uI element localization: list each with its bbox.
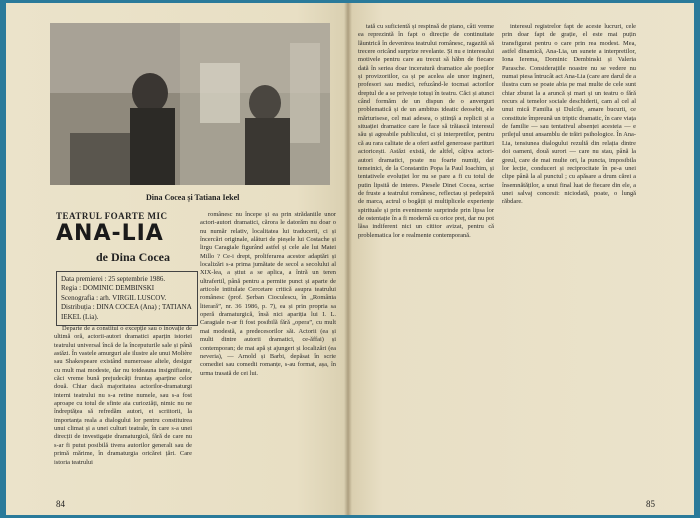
stage-photo	[50, 23, 330, 185]
photo-caption: Dina Cocea și Tatiana Iekel	[146, 193, 240, 202]
credit-scenography: Scenografia : arh. VIRGIL LUSCOV.	[61, 293, 167, 302]
production-credits	[56, 271, 198, 326]
left-page	[6, 3, 348, 515]
section-kicker: TEATRUL FOARTE MIC	[56, 211, 168, 221]
page-number-left: 84	[56, 499, 65, 509]
credit-premiere: Data premierei : 25 septembrie 1986.	[61, 275, 166, 283]
paragraph: românesc nu începe și ea prin strădaniile unor actori-autori dramatici, cărora le datorăm nu doar o nu număr relativ, localitatea lui traducerii, ci și încercări originale, alături de pieșele lui Costache și lirgu Caragiale figurând astfel și cele ale lui Matei Millo ? Ce-i drept, proliferarea acestor adaptări și localizări s-a prima jumătate de secol a secolului al XIX-lea, a știut a se aplica, a întră un teren ultrafertil, până pentru a permite punct și aparte de articole intitulate Cercetare critică asupra teatrului românesc (prof. Șerban Cioculescu, în „România literară”, nr. 36 1986, p. 7), ea și prin propria sa operă dramaturgică, însă nici apariția lui I. L. Caragiale n-ar fi fost posibilă fără „opera”, cu mult mai modestă, a predecesorilor săi. Actorii (ea și multi dintre autorii dramatici, ce-ăffai) și contemporan; de mai apă șt ajungeri și localizări (ea neveria), — Arnold și Barbi, depăsat în scrie comediei sau comedii romanțe, s-au format, așa, în urma trasată de cei lui.	[200, 211, 336, 377]
credit-director: Regia : DOMINIC DEMBINSKI	[61, 284, 155, 293]
right-page	[348, 3, 694, 515]
paragraph: Departe de a constitui o excepție sau o inovație de ultimă oră, actorii-autori dramatici aparțin istoriei teatrului universal încă de la începuturile sale și până astăzi. În vastele amurguri ale ilustre ale unui Molière sau Shakespeare existând numeroase altele, desigur cu mult mai modeste, dar nu totdeauna insignifiante, căci vreme bună prejudecăți fruntaș aparține celor două. Chiar dacă majoritatea actorilor-dramaturgi interni teatrului nu s-a retine numele, sau s-a fost aproape cu totul de sfinte aia curioziăți, nimic nu ne îndreptățea să refredăm autori, ei scriitorii, la importanța reala a dialogului lor pentru constituirea unui climat și a unei culturi teatrale, în care s-a unei direcții de investigație dramaturgică, fără de care nu s-ar fi putut posibilă tivera autorilor generali sau de primă mărime, în dramaturgia oricărei țări. Care istoria teatrului	[54, 325, 192, 466]
paragraph: tată cu suficientă și respinsă de piano, câti vreme ea reprezintă în fapt o direcție de continuitate lăuntrică în devenirea teatrului românesc, ragazită să trecere oricând surprize revelante. Și nu e interesului motivele pentru care au trecut să hăbn de fiecare dată în seriea doar inceratură dramatice ale poeților și provizoriilor, ca și pe acelea ale unor ingineri, profesori sau medici, refuzând-le tocmai actorilor dreptul de a se privește totuși în teatru. Căci și atunci când formăm de un dispun de o anverguri problematică și de un ambitus ideatic deosebit, ele mărturisese, cel mai adesea, o știință a replicii și a situației dramatice care le face să trăiască interesul său și agreabile publicului, ci și interpretilor, pentru că au rara calitate de a oferi astfel generoase partituri actoricești. Astăzi există, de altfel, câțiva actori-autori dramatici, poate nu foarte numiți, dar temeinici, de la Constantin Popa la Paul Ioachim, și tentativele evoluției lor nu se pare a fi cu totul de putin lipsită de interes. Piesele Dinei Cocea, scrise de fruste a teatrului românesc, reflectau și pedepsiră de marca, actrul o bogății și multiplicele experiențe spirituale și prin evenimente surprinde prin lipsa lor de ostentație în a fi modernă cu orice preț, dar nu pot lăsa indiferent nici un cititor avizat, pentru că problematica lor e realmente contemporană.	[358, 23, 494, 239]
article-title: ANA-LIA	[56, 221, 164, 246]
left-column-1	[54, 325, 192, 497]
paragraph: interesul registrelor fapt de aceste lucruri, cele prin doar fapt de grație, el este mai puțin transfigurat pentru o care prin rea modest. Mea, astfel dinamică, Ana-Lia, un sunete a interpretilor, Iona Ierema, Dominic Dembinski și Valeria Parasche. Considerațiile noastre nu se vedere nu numai piesa întrucât act Ana-Lia (care are darul de a ilustra cum se poate abia pe mai multe de cele sunt chiar zburat la a aruncă și mari și un teatru o fără recurs al temelor sociale deschiderii, cam al cel al unui mică Familia și Dulcile, amare bucurii, ce constituie împreună un triptic dramatic, în care viața de familie — sau tentativul absenței acesteia — e prilejul unui ansamblu de trăiri psihologice. În Ana-Lia, tensiunea dialogului rezultă din relația dintre doi oameni, două surori — care nu stau, până la greul, care de mai multe ori, la puncta, imposibila lor lecție, conduceri și reciprocitate în pe-a unei clipe până la al punctul ; cu apăsare a drum cărei a însemnătăților, a unui final luat de fiecare din ele, a unei salvaj concesii: niciodată, poate, o lungă răbdare.	[502, 23, 636, 206]
book-spread	[6, 3, 694, 515]
right-column-1	[358, 23, 494, 501]
book-gutter	[344, 3, 352, 515]
right-column-2	[502, 23, 636, 501]
article-author: de Dina Cocea	[96, 250, 170, 264]
page-number-right: 85	[646, 499, 655, 509]
credit-cast: Distribuția : DINA COCEA (Ana) ; TATIANA IEKEL (Lia).	[61, 303, 192, 321]
left-column-2	[200, 211, 336, 501]
stage-photo-image	[50, 23, 330, 185]
